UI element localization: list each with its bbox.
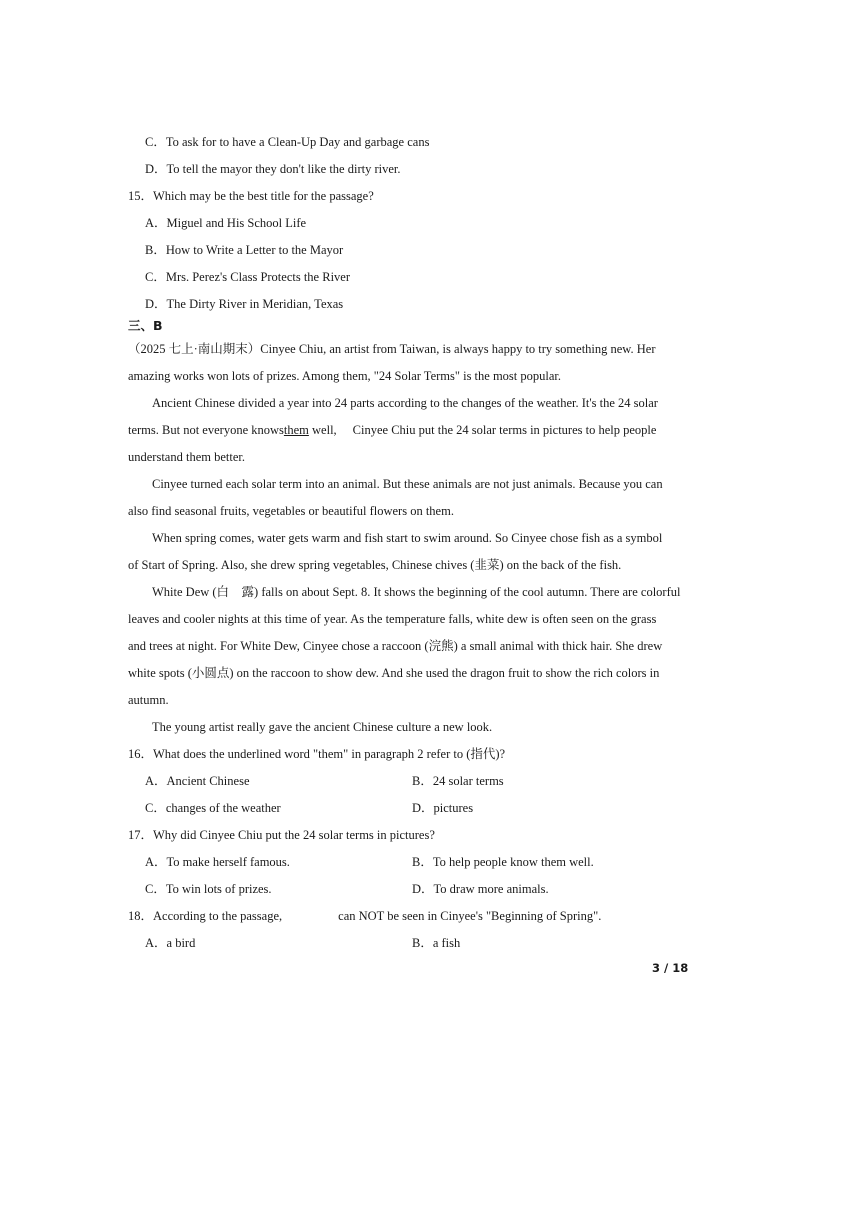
q14-option-d: D．To tell the mayor they don't like the dirty river. [145,162,401,176]
passage-p2-line3: understand them better. [128,450,245,464]
passage-p5-line5: autumn. [128,693,169,707]
q15-option-a: A．Miguel and His School Life [145,216,307,230]
q16-option-b: B．24 solar terms [412,774,504,788]
q15-stem: 15．Which may be the best title for the passage? [128,189,374,203]
underlined-word-them: them [283,423,309,437]
passage-p4-line2: of Start of Spring. Also, she drew spring vegetables, Chinese chives (韭菜) on the back of the fish. [128,558,622,572]
passage-p2-line1: Ancient Chinese divided a year into 24 parts according to the changes of the weather. It's the 24 solar [152,396,658,410]
section-heading: 三、B [128,318,163,333]
q15-option-d: D．The Dirty River in Meridian, Texas [145,297,344,311]
q15-option-c: C．Mrs. Perez's Class Protects the River [145,270,351,284]
passage-p2-line2 [128,422,656,438]
q18-option-a: A．a bird [145,936,196,950]
q14-option-c: C．To ask for to have a Clean-Up Day and garbage cans [145,135,430,149]
page-number: 3 / 18 [652,961,689,975]
q16-stem: 16．What does the underlined word "them" in paragraph 2 refer to (指代)? [128,747,506,761]
passage-p3-line1: Cinyee turned each solar term into an animal. But these animals are not just animals. Because you can [152,477,663,491]
q18-stem-part2: can NOT be seen in Cinyee's "Beginning of Spring". [338,909,602,923]
passage-p5-line4: white spots (小圆点) on the raccoon to show dew. And she used the dragon fruit to show the rich colors in [128,666,660,680]
passage-p5-line1: White Dew (白 露) falls on about Sept. 8. It shows the beginning of the cool autumn. There are colorful [152,585,681,599]
passage-p6-line1: The young artist really gave the ancient Chinese culture a new look. [152,720,493,734]
passage-p4-line1: When spring comes, water gets warm and fish start to swim around. So Cinyee chose fish as a symbol [152,531,663,545]
q17-option-c: C．To win lots of prizes. [145,882,272,896]
passage-p5-line3: and trees at night. For White Dew, Cinyee chose a raccoon (浣熊) a small animal with thick hair. She drew [128,639,663,653]
q17-option-b: B．To help people know them well. [412,855,594,869]
q18-stem-part1: 18．According to the passage, [128,909,283,923]
q17-stem: 17．Why did Cinyee Chiu put the 24 solar terms in pictures? [128,828,435,842]
passage-p5-line2: leaves and cooler nights at this time of year. As the temperature falls, white dew is often seen on the grass [128,612,657,626]
passage-p2-text-c: Cinyee Chiu put the 24 solar terms in pictures to help people [352,423,657,437]
passage-p3-line2: also find seasonal fruits, vegetables or beautiful flowers on them. [128,504,454,518]
q16-option-a: A．Ancient Chinese [145,774,250,788]
passage-p2-text-a: terms. But not everyone knows [128,423,284,437]
passage-p1-line2: amazing works won lots of prizes. Among them, "24 Solar Terms" is the most popular. [128,369,562,383]
q18-stem [128,908,601,924]
q16-option-d: D．pictures [412,801,474,815]
q18-option-b: B．a fish [412,936,461,950]
q17-option-d: D．To draw more animals. [412,882,549,896]
q15-option-b: B．How to Write a Letter to the Mayor [145,243,344,257]
q16-option-c: C．changes of the weather [145,801,281,815]
passage-p2-text-b: well, [308,423,337,437]
q17-option-a: A．To make herself famous. [145,855,290,869]
passage-p1-line1: （2025 七上·南山期末）Cinyee Chiu, an artist from Taiwan, is always happy to try something new. Her [128,342,656,356]
